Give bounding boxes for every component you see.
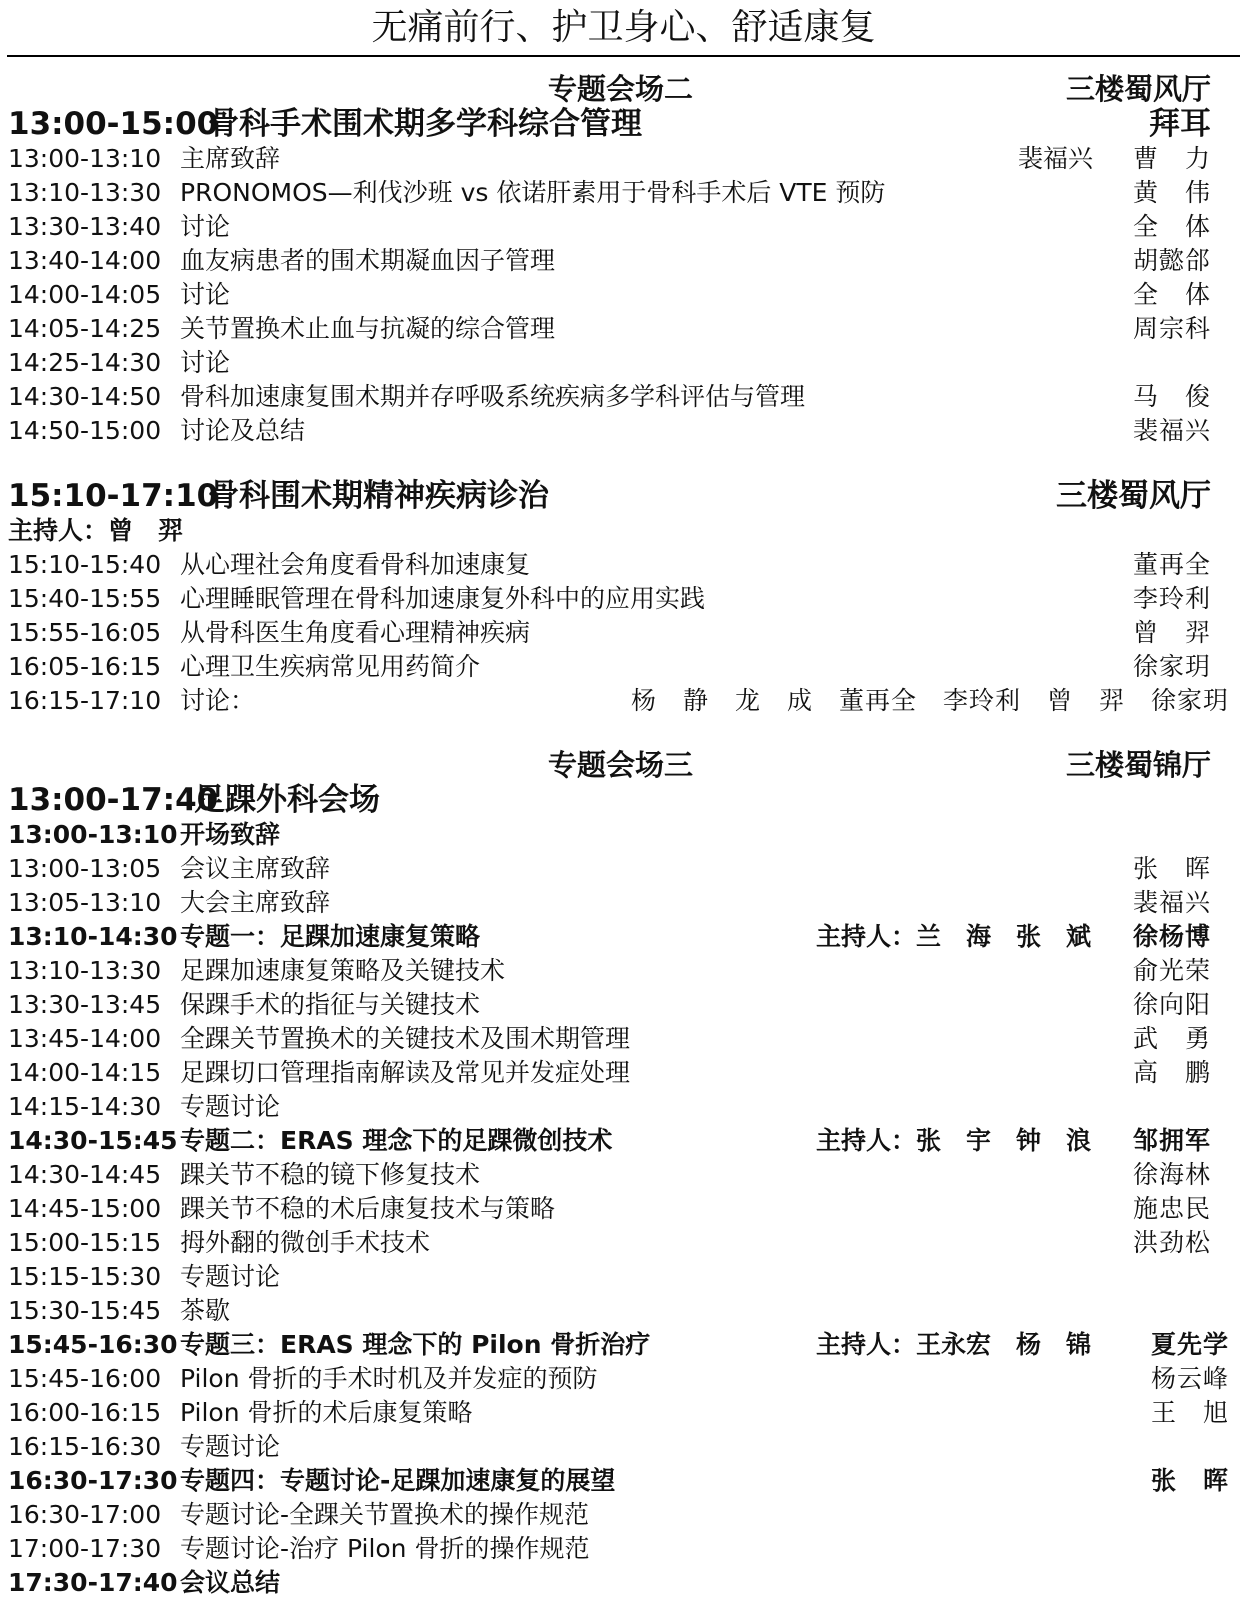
venue2-session2-items [8,548,1233,718]
row-title: 专题讨论-全踝关节置换术的操作规范 [180,1500,590,1529]
row-title: 讨论 [180,280,231,309]
schedule-row [8,414,1233,448]
schedule-row [8,380,1233,414]
row-speaker: 裴福兴 [1132,416,1211,445]
row-title: 茶歇 [180,1296,231,1325]
schedule-row [8,142,1233,176]
schedule-row [8,1056,1233,1090]
schedule-row [8,1124,1233,1158]
row-speaker: 武 勇 [1132,1024,1211,1053]
row-title: 足踝切口管理指南解读及常见并发症处理 [180,1058,631,1087]
row-title: 全踝关节置换术的关键技术及围术期管理 [180,1024,631,1053]
schedule-row [8,1532,1233,1566]
row-host: 主持人：兰 海 张 斌 [815,922,1091,951]
schedule-row [8,244,1233,278]
row-time: 17:00-17:30 [8,1534,162,1563]
schedule-row [8,582,1233,616]
row-speaker: 徐杨博 [1132,922,1211,951]
row-speaker: 王 旭 [1150,1398,1229,1427]
row-speaker: 张 晖 [1132,854,1211,883]
session-title: 骨科手术围术期多学科综合管理 [208,106,642,142]
row-title: 从心理社会角度看骨科加速康复 [180,550,531,579]
schedule-row [8,1362,1233,1396]
row-time: 15:00-15:15 [8,1228,162,1257]
schedule-row [8,1430,1233,1464]
row-title: 开场致辞 [180,820,281,849]
row-host: 主持人：王永宏 杨 锦 [815,1330,1091,1359]
venue2-session1-header [8,106,1233,142]
session-host-label: 主持人：曾 羿 [8,516,184,545]
row-time: 13:45-14:00 [8,1024,162,1053]
schedule-row [8,1566,1233,1600]
row-title: 大会主席致辞 [180,888,331,917]
schedule-row [8,278,1233,312]
schedule-row [8,852,1233,886]
schedule-row [8,1464,1233,1498]
row-title: Pilon 骨折的手术时机及并发症的预防 [180,1364,598,1393]
venue3-label: 专题会场三 [547,748,693,782]
row-time: 13:00-13:10 [8,144,162,173]
row-time: 14:30-14:50 [8,382,162,411]
session-sponsor: 拜耳 [1149,106,1211,142]
row-speaker: 杨 静 龙 成 董再全 李玲利 曾 羿 徐家玥 [630,686,1229,715]
row-time: 14:00-14:05 [8,280,162,309]
row-time: 16:30-17:00 [8,1500,162,1529]
row-speaker: 曹 力 [1132,144,1211,173]
row-speaker: 夏先学 [1150,1330,1229,1359]
venue2-session2-header [8,478,1233,514]
row-time: 16:05-16:15 [8,652,162,681]
schedule-row [8,1158,1233,1192]
row-time: 13:00-13:10 [8,820,178,849]
spacer [8,448,1233,478]
row-speaker: 邹拥军 [1132,1126,1211,1155]
schedule-row [8,176,1233,210]
row-time: 13:00-13:05 [8,854,162,883]
row-speaker: 俞光荣 [1132,956,1211,985]
schedule-row [8,1498,1233,1532]
row-time: 14:05-14:25 [8,314,162,343]
row-title: 专题一：足踝加速康复策略 [180,922,481,951]
row-time: 13:30-13:40 [8,212,162,241]
row-title: 足踝加速康复策略及关键技术 [180,956,506,985]
venue3-room: 三楼蜀锦厅 [1065,748,1211,782]
row-title: 讨论及总结 [180,416,306,445]
row-speaker: 徐向阳 [1132,990,1211,1019]
row-time: 14:25-14:30 [8,348,162,377]
row-speaker: 董再全 [1132,550,1211,579]
row-speaker: 洪劲松 [1132,1228,1211,1257]
row-time: 14:50-15:00 [8,416,162,445]
schedule-row [8,650,1233,684]
session-host [8,514,1233,548]
session-time: 13:00-17:40 [8,782,219,818]
venue3-header [8,748,1233,782]
row-title: 专题四：专题讨论-足踝加速康复的展望 [180,1466,616,1495]
row-speaker: 全 体 [1132,280,1211,309]
row-time: 17:30-17:40 [8,1568,178,1597]
row-time: 14:00-14:15 [8,1058,162,1087]
row-speaker: 裴福兴 [1132,888,1211,917]
row-title: 讨论 [180,348,231,377]
schedule-row [8,346,1233,380]
schedule-row [8,1396,1233,1430]
row-title: 会议总结 [180,1568,281,1597]
schedule-row [8,684,1233,718]
row-title: 踝关节不稳的镜下修复技术 [180,1160,481,1189]
schedule-row [8,1090,1233,1124]
schedule-row [8,1022,1233,1056]
row-time: 15:10-15:40 [8,550,162,579]
row-speaker: 马 俊 [1132,382,1211,411]
session-time: 13:00-15:00 [8,106,219,142]
schedule-row [8,988,1233,1022]
venue3-items [8,818,1233,1600]
program-schedule [8,72,1233,1600]
row-title: Pilon 骨折的术后康复策略 [180,1398,473,1427]
row-time: 13:10-13:30 [8,178,162,207]
row-time: 13:40-14:00 [8,246,162,275]
row-title: 专题讨论 [180,1432,281,1461]
row-time: 13:10-14:30 [8,922,178,951]
row-title: 专题三：ERAS 理念下的 Pilon 骨折治疗 [180,1330,651,1359]
row-title: 保踝手术的指征与关键技术 [180,990,481,1019]
row-title: 心理睡眠管理在骨科加速康复外科中的应用实践 [180,584,706,613]
row-time: 15:55-16:05 [8,618,162,647]
row-title: 从骨科医生角度看心理精神疾病 [180,618,531,647]
schedule-row [8,616,1233,650]
row-speaker: 李玲利 [1132,584,1211,613]
spacer [8,718,1233,748]
row-title: 骨科加速康复围术期并存呼吸系统疾病多学科评估与管理 [180,382,806,411]
venue2-session1-items [8,142,1233,448]
row-time: 14:15-14:30 [8,1092,162,1121]
row-title: 专题二：ERAS 理念下的足踝微创技术 [180,1126,613,1155]
row-speaker: 徐海林 [1132,1160,1211,1189]
row-time: 14:30-14:45 [8,1160,162,1189]
venue3-main-header [8,782,1233,818]
row-time: 16:15-16:30 [8,1432,162,1461]
row-speaker: 张 晖 [1150,1466,1229,1495]
row-title: 专题讨论 [180,1262,281,1291]
row-time: 16:15-17:10 [8,686,162,715]
row-time: 14:45-15:00 [8,1194,162,1223]
schedule-row [8,954,1233,988]
row-time: 15:30-15:45 [8,1296,162,1325]
row-speaker: 全 体 [1132,212,1211,241]
session-time: 15:10-17:10 [8,478,219,514]
session-title: 骨科围术期精神疾病诊治 [208,478,549,514]
row-title: 心理卫生疾病常见用药简介 [180,652,481,681]
row-time: 13:05-13:10 [8,888,162,917]
schedule-row [8,920,1233,954]
venue2-header [8,72,1233,106]
row-speaker: 徐家玥 [1132,652,1211,681]
venue2-label: 专题会场二 [547,72,693,106]
schedule-row [8,1226,1233,1260]
session-title: 足踝外科会场 [194,782,380,818]
row-time: 16:30-17:30 [8,1466,178,1495]
row-speaker: 杨云峰 [1150,1364,1229,1393]
row-title: 专题讨论 [180,1092,281,1121]
row-speaker: 施忠民 [1132,1194,1211,1223]
row-title: 主席致辞 [180,144,281,173]
schedule-row [8,548,1233,582]
schedule-row [8,1294,1233,1328]
page-header-title: 无痛前行、护卫身心、舒适康复 [371,7,876,48]
row-time: 13:10-13:30 [8,956,162,985]
row-chair: 裴福兴 [1017,144,1093,173]
schedule-row [8,1192,1233,1226]
schedule-row [8,818,1233,852]
row-title: 血友病患者的围术期凝血因子管理 [180,246,556,275]
schedule-row [8,312,1233,346]
row-time: 15:45-16:00 [8,1364,162,1393]
row-title: 讨论： [180,686,256,715]
row-time: 15:15-15:30 [8,1262,162,1291]
schedule-row [8,1260,1233,1294]
row-host: 主持人：张 宇 钟 浪 [815,1126,1091,1155]
row-speaker: 黄 伟 [1132,178,1211,207]
session-room: 三楼蜀风厅 [1056,478,1211,514]
schedule-row [8,1328,1233,1362]
schedule-row [8,886,1233,920]
row-time: 14:30-15:45 [8,1126,178,1155]
header-divider [7,55,1240,57]
row-speaker: 胡懿郃 [1132,246,1211,275]
row-time: 15:45-16:30 [8,1330,178,1359]
row-title: 关节置换术止血与抗凝的综合管理 [180,314,556,343]
row-time: 13:30-13:45 [8,990,162,1019]
schedule-row [8,210,1233,244]
row-speaker: 周宗科 [1132,314,1211,343]
row-time: 16:00-16:15 [8,1398,162,1427]
row-title: 会议主席致辞 [180,854,331,883]
row-title: 踝关节不稳的术后康复技术与策略 [180,1194,556,1223]
row-title: 专题讨论-治疗 Pilon 骨折的操作规范 [180,1534,590,1563]
row-time: 15:40-15:55 [8,584,162,613]
row-speaker: 高 鹏 [1132,1058,1211,1087]
row-title: PRONOMOS—利伐沙班 vs 依诺肝素用于骨科手术后 VTE 预防 [180,178,886,207]
row-title: 拇外翻的微创手术技术 [180,1228,431,1257]
row-title: 讨论 [180,212,231,241]
venue2-room: 三楼蜀风厅 [1065,72,1211,106]
row-speaker: 曾 羿 [1132,618,1211,647]
